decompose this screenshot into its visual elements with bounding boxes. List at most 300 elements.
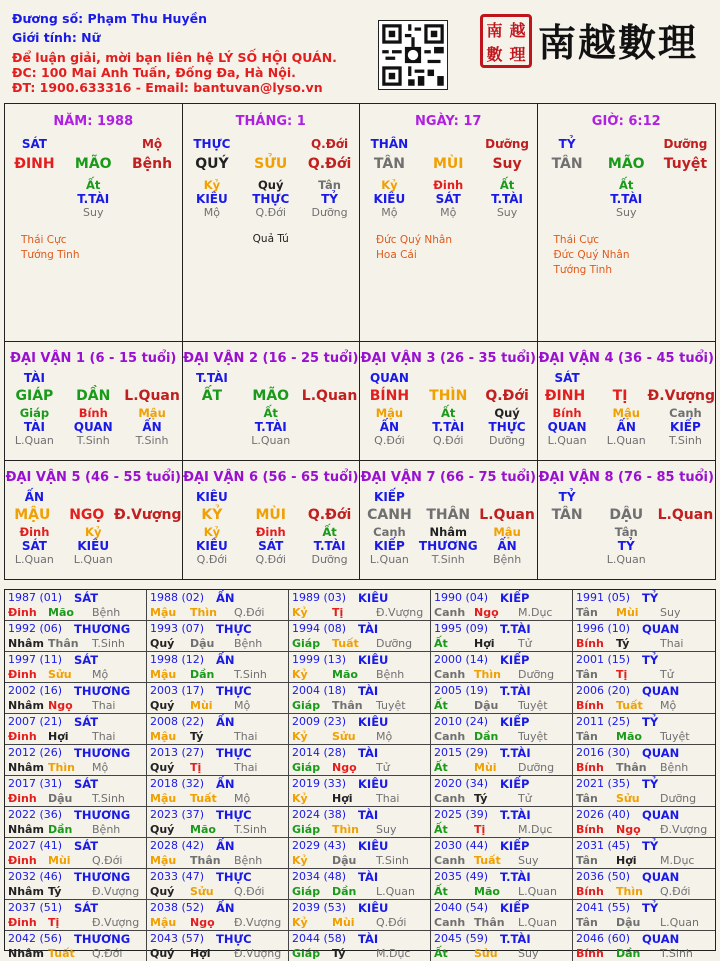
year-phase: Dưỡng <box>376 637 413 650</box>
year-stem: Đinh <box>8 668 37 681</box>
year-label: 2036 (50) <box>576 870 631 883</box>
year-cell[interactable] <box>289 621 431 652</box>
year-stem-branch <box>434 791 572 806</box>
phone-email-line[interactable]: ĐT: 1900.633316 - Email: bantuvan@lyso.vn <box>12 80 323 95</box>
year-cell[interactable] <box>289 900 431 931</box>
year-cell[interactable] <box>147 714 289 745</box>
year-branch: Dần <box>332 885 357 898</box>
dai-van-r2 <box>5 507 182 523</box>
year-star: THƯƠNG <box>74 869 131 884</box>
dai-van-r3-cell: Bính <box>552 406 582 420</box>
year-cell[interactable] <box>431 900 573 931</box>
year-star: KIẾP <box>500 652 530 667</box>
dai-van-r4 <box>183 420 360 434</box>
year-cell[interactable] <box>431 714 573 745</box>
year-cell[interactable] <box>431 590 573 621</box>
year-cell[interactable] <box>289 838 431 869</box>
year-cell[interactable] <box>431 838 573 869</box>
pillar-title: NĂM: 1988 <box>53 114 134 129</box>
pillar-column <box>183 104 361 341</box>
year-stem: Quý <box>150 947 175 960</box>
pillar-r2 <box>360 156 537 172</box>
pillar-r1-cell: Dưỡng <box>485 137 530 151</box>
dai-van-r2-cell: MẬU <box>14 506 51 523</box>
year-cell[interactable] <box>289 714 431 745</box>
year-cell[interactable] <box>431 931 573 961</box>
qr-code-icon[interactable] <box>378 20 448 90</box>
year-cell[interactable] <box>289 807 431 838</box>
year-cell[interactable] <box>573 714 715 745</box>
year-header <box>292 683 430 698</box>
year-header <box>8 807 146 822</box>
year-stem: Ất <box>434 947 448 960</box>
year-stem: Tân <box>576 668 598 681</box>
year-cell[interactable] <box>573 590 715 621</box>
dai-van-cell[interactable] <box>538 342 716 461</box>
dai-van-r3 <box>360 526 537 539</box>
year-phase: Q.Đới <box>234 606 265 619</box>
year-stem: Tân <box>576 916 598 929</box>
year-stem-branch <box>8 729 146 744</box>
dai-van-r4-cell: ẤN <box>616 420 636 434</box>
year-cell[interactable] <box>5 931 147 961</box>
dai-van-r5-cell: Dưỡng <box>489 434 526 447</box>
year-cell[interactable] <box>5 900 147 931</box>
year-label: 2037 (51) <box>8 901 63 914</box>
pillar-r1-cell: THỰC <box>193 137 231 151</box>
year-stem: Canh <box>434 668 466 681</box>
dai-van-r1-cell: ẤN <box>24 489 45 504</box>
pillar-r3 <box>360 178 537 192</box>
year-cell[interactable] <box>289 652 431 683</box>
dai-van-r2-cell: L.Quan <box>124 388 180 404</box>
year-branch: Tị <box>332 606 344 619</box>
pillar-r1 <box>360 137 537 151</box>
year-stem: Đinh <box>8 730 37 743</box>
dai-van-r4 <box>5 539 182 553</box>
seal-char-4: 理 <box>509 44 526 64</box>
address-line: ĐC: 100 Mai Anh Tuấn, Đống Đa, Hà Nội. <box>12 65 296 80</box>
year-cell[interactable] <box>431 807 573 838</box>
year-star: SÁT <box>74 590 99 605</box>
dai-van-title: ĐẠI VẬN 2 (16 - 25 tuổi) <box>183 351 359 366</box>
year-label: 2031 (45) <box>576 839 631 852</box>
year-label: 2024 (38) <box>292 808 347 821</box>
year-cell[interactable] <box>5 652 147 683</box>
year-cell[interactable] <box>5 776 147 807</box>
pillar-title: NGÀY: 17 <box>415 114 482 129</box>
year-stem-branch <box>150 698 288 713</box>
year-stem: Đinh <box>8 916 37 929</box>
pillar-note: Đức Quý Nhân <box>376 234 452 246</box>
year-header <box>434 931 572 946</box>
year-header <box>434 807 572 822</box>
year-cell[interactable] <box>147 931 289 961</box>
year-cell[interactable] <box>147 838 289 869</box>
dai-van-r1-cell <box>64 371 123 385</box>
year-stem-branch <box>576 667 715 682</box>
pillar-r4-cell: T.TÀI <box>491 192 524 206</box>
year-label: 2003 (17) <box>150 684 205 697</box>
year-cell[interactable] <box>573 683 715 714</box>
dai-van-r5-cell: L.Quan <box>606 434 646 447</box>
year-cell[interactable] <box>5 745 147 776</box>
dai-van-r3-cell: Canh <box>373 524 406 539</box>
pillar-r1-cell: THÂN <box>370 137 409 151</box>
year-star: SÁT <box>74 776 99 791</box>
year-stem-branch <box>576 605 715 620</box>
year-cell[interactable] <box>573 745 715 776</box>
pillar-r1 <box>183 137 360 151</box>
year-branch: Tý <box>190 730 204 743</box>
dai-van-r5-cell: T.Sinh <box>76 434 110 447</box>
year-label: 2017 (31) <box>8 777 63 790</box>
pillar-r4-cell <box>123 192 182 206</box>
dai-van-r3-cell <box>300 407 359 420</box>
dai-van-r3 <box>360 407 537 420</box>
year-star: TÀI <box>358 683 379 698</box>
dai-van-cell[interactable] <box>360 342 538 461</box>
year-cell[interactable] <box>5 590 147 621</box>
year-cell[interactable] <box>289 590 431 621</box>
year-cell[interactable] <box>5 869 147 900</box>
year-cell[interactable] <box>147 807 289 838</box>
year-stem: Mậu <box>150 668 177 681</box>
year-header <box>150 900 288 915</box>
year-stem: Giáp <box>292 699 321 712</box>
year-phase: Thai <box>92 699 116 712</box>
year-label: 2033 (47) <box>150 870 205 883</box>
pillar-r3 <box>183 178 360 192</box>
year-phase: Tuyệt <box>376 699 406 712</box>
year-stem-branch <box>434 822 572 837</box>
year-phase: Dưỡng <box>518 761 555 774</box>
dai-van-r2-cell: Đ.Vượng <box>647 388 715 404</box>
year-phase: Tử <box>518 637 532 650</box>
year-star: THƯƠNG <box>74 683 131 698</box>
year-branch: Dần <box>190 668 215 681</box>
year-cell[interactable] <box>573 776 715 807</box>
year-cell[interactable] <box>573 652 715 683</box>
year-stem: Bính <box>576 947 604 960</box>
pillar-r5-cell <box>538 206 597 219</box>
year-header <box>150 590 288 605</box>
dai-van-r2-cell: CANH <box>367 506 412 523</box>
year-stem: Giáp <box>292 885 321 898</box>
year-cell[interactable] <box>289 931 431 961</box>
year-stem: Ất <box>434 699 448 712</box>
year-phase: Suy <box>518 947 539 960</box>
year-stem-branch <box>292 946 430 961</box>
year-cell[interactable] <box>573 931 715 961</box>
dai-van-cell[interactable] <box>183 342 361 461</box>
year-cell[interactable] <box>147 621 289 652</box>
year-branch: Thân <box>474 916 505 929</box>
year-branch: Ngọ <box>474 606 499 619</box>
year-header <box>576 900 715 915</box>
dai-van-r2-cell: DẦN <box>76 388 111 404</box>
dai-van-r3 <box>5 526 182 539</box>
year-label: 2030 (44) <box>434 839 489 852</box>
year-stem: Bính <box>576 699 604 712</box>
dai-van-r5-cell: L.Quan <box>251 434 291 447</box>
pillar-r5-cell: Mộ <box>203 206 221 219</box>
year-branch: Tý <box>616 637 630 650</box>
dai-van-r2-cell: L.Quan <box>657 506 714 523</box>
pillar-r2-cell: Bệnh <box>132 156 173 172</box>
year-star: KIẾP <box>500 590 530 605</box>
dai-van-r2-cell: L.Quan <box>301 388 358 404</box>
pillar-r5 <box>183 206 360 219</box>
dai-van-r1-cell <box>478 371 537 385</box>
year-cell[interactable] <box>147 652 289 683</box>
year-header <box>8 931 146 946</box>
year-cell[interactable] <box>289 776 431 807</box>
pillar-r4 <box>5 192 182 206</box>
year-branch: Tý <box>332 947 346 960</box>
year-cell[interactable] <box>147 590 289 621</box>
dai-van-r5-cell: L.Quan <box>547 434 587 447</box>
year-stem-branch <box>150 729 288 744</box>
pillar-notes <box>554 233 716 278</box>
year-stem-branch <box>292 853 430 868</box>
year-stem-branch <box>150 884 288 899</box>
dai-van-r3-cell: Đinh <box>255 524 286 539</box>
year-cell[interactable] <box>573 900 715 931</box>
year-cell[interactable] <box>5 683 147 714</box>
year-header <box>292 714 430 729</box>
year-phase: Bệnh <box>234 637 263 650</box>
year-star: THƯƠNG <box>74 621 131 636</box>
year-branch: Tuất <box>616 699 643 712</box>
dai-van-r1-cell: KIẾP <box>374 489 405 504</box>
year-branch: Dậu <box>474 699 499 712</box>
dai-van-r2 <box>360 388 537 404</box>
year-label: 2020 (34) <box>434 777 489 790</box>
dai-van-cell[interactable] <box>5 461 183 580</box>
year-header <box>292 776 430 791</box>
year-stem-branch <box>150 667 288 682</box>
dai-van-r2 <box>183 388 360 404</box>
year-cell[interactable] <box>573 621 715 652</box>
year-stem: Quý <box>150 885 175 898</box>
year-header <box>150 714 288 729</box>
dai-van-r2-cell: ẤT <box>201 388 223 404</box>
year-stem: Mậu <box>150 606 177 619</box>
four-pillars-panel <box>4 103 716 342</box>
dai-van-r1 <box>360 490 537 504</box>
year-cell[interactable] <box>5 807 147 838</box>
year-label: 2029 (43) <box>292 839 347 852</box>
pillar-r2-cell: TÂN <box>373 156 405 172</box>
year-stem-branch <box>8 605 146 620</box>
year-cell[interactable] <box>147 776 289 807</box>
pillar-r4-cell: TỶ <box>321 192 338 206</box>
pillar-r4-cell: T.TÀI <box>610 192 643 206</box>
year-header <box>576 807 715 822</box>
year-label: 2032 (46) <box>8 870 63 883</box>
year-cell[interactable] <box>431 621 573 652</box>
year-star: ẤN <box>216 838 235 853</box>
year-branch: Thìn <box>616 885 643 898</box>
year-cell[interactable] <box>147 900 289 931</box>
pillar-notes <box>21 233 182 263</box>
year-label: 2027 (41) <box>8 839 63 852</box>
year-cell[interactable] <box>431 745 573 776</box>
pillar-r4 <box>538 192 716 206</box>
year-stem-branch <box>292 884 430 899</box>
year-cell[interactable] <box>5 838 147 869</box>
dai-van-r5 <box>360 553 537 567</box>
year-label: 2001 (15) <box>576 653 631 666</box>
year-cell[interactable] <box>431 652 573 683</box>
year-cell[interactable] <box>573 869 715 900</box>
pillar-r1-cell: Mộ <box>141 137 163 151</box>
year-stem-branch <box>292 791 430 806</box>
year-star: SÁT <box>74 900 99 915</box>
pillar-r1-cell: Dưỡng <box>663 137 708 151</box>
year-cell[interactable] <box>573 807 715 838</box>
year-phase: Mộ <box>92 761 109 774</box>
year-cell[interactable] <box>431 683 573 714</box>
year-phase: Mộ <box>376 730 393 743</box>
year-branch: Sửu <box>474 947 498 960</box>
dai-van-cell[interactable] <box>360 461 538 580</box>
pillar-r4 <box>360 192 537 206</box>
year-phase: Bệnh <box>376 668 405 681</box>
dai-van-r1-cell <box>478 490 537 504</box>
year-cell[interactable] <box>431 776 573 807</box>
year-star: THỰC <box>216 931 252 946</box>
pillar-title: THÁNG: 1 <box>235 114 306 129</box>
year-cell[interactable] <box>5 714 147 745</box>
year-header <box>150 807 288 822</box>
year-cell[interactable] <box>289 745 431 776</box>
year-cell[interactable] <box>289 683 431 714</box>
year-stem-branch <box>8 636 146 651</box>
year-label: 2008 (22) <box>150 715 205 728</box>
year-star: ẤN <box>216 652 235 667</box>
pillar-r4-cell: KIÊU <box>373 192 406 206</box>
year-star: TỶ <box>642 776 659 791</box>
seal-char-3: 數 <box>486 44 503 64</box>
year-cell[interactable] <box>147 869 289 900</box>
dai-van-r3-cell: Bính <box>78 406 108 420</box>
dai-van-r1-cell <box>300 371 359 385</box>
year-star: TÀI <box>358 869 379 884</box>
pillar-r2-cell: QUÝ <box>195 156 229 172</box>
year-stem-branch <box>576 636 715 651</box>
annual-luck-table <box>4 589 716 960</box>
dai-van-r2 <box>183 507 360 523</box>
year-header <box>576 621 715 636</box>
dai-van-r5-cell: Bệnh <box>492 552 522 566</box>
dai-van-cell[interactable] <box>183 461 361 580</box>
year-star: KIÊU <box>358 714 389 729</box>
dai-van-r5 <box>183 553 360 567</box>
year-stem: Nhâm <box>8 823 44 836</box>
dai-van-r5-cell: L.Quan <box>606 552 646 566</box>
year-stem: Quý <box>150 761 175 774</box>
dai-van-r4 <box>360 420 537 434</box>
dai-van-title: ĐẠI VẬN 8 (76 - 85 tuổi) <box>538 469 714 485</box>
year-label: 2046 (60) <box>576 932 631 945</box>
dai-van-r1-cell: KIÊU <box>196 489 228 504</box>
year-stem-branch <box>434 946 572 961</box>
year-phase: Q.Đới <box>234 885 265 898</box>
year-phase: Tử <box>376 761 390 774</box>
year-header <box>434 745 572 760</box>
year-label: 1995 (09) <box>434 622 489 635</box>
dai-van-cell[interactable] <box>5 342 183 461</box>
pillar-r5-cell: Suy <box>616 206 637 219</box>
year-star: ẤN <box>216 714 235 729</box>
pillar-r2-cell: TÂN <box>551 156 583 172</box>
dai-van-cell[interactable] <box>538 461 716 580</box>
year-label: 2007 (21) <box>8 715 63 728</box>
dai-van-r1 <box>538 490 716 504</box>
year-phase: L.Quan <box>376 885 415 898</box>
year-label: 2006 (20) <box>576 684 631 697</box>
year-label: 2044 (58) <box>292 932 347 945</box>
year-branch: Dậu <box>48 792 73 805</box>
dai-van-r1-cell <box>241 371 300 385</box>
year-stem-branch <box>292 822 430 837</box>
dai-van-r2-cell: ĐINH <box>544 388 586 404</box>
year-stem: Mậu <box>150 916 177 929</box>
year-cell[interactable] <box>431 869 573 900</box>
year-stem-branch <box>576 946 715 961</box>
year-branch: Thân <box>616 761 647 774</box>
year-stem-branch <box>150 915 288 930</box>
year-header <box>150 776 288 791</box>
year-stem-branch <box>434 667 572 682</box>
year-cell[interactable] <box>289 869 431 900</box>
dai-van-r4-cell <box>183 420 242 434</box>
year-branch: Dần <box>48 823 73 836</box>
year-phase: Thai <box>234 761 258 774</box>
year-star: QUAN <box>642 807 680 822</box>
year-label: 2002 (16) <box>8 684 63 697</box>
year-branch: Sửu <box>332 730 356 743</box>
dai-van-r1-cell <box>656 371 715 385</box>
dai-van-r3-cell: Mậu <box>375 406 404 420</box>
year-branch: Thân <box>48 637 79 650</box>
year-stem: Nhâm <box>8 637 44 650</box>
year-cell[interactable] <box>5 621 147 652</box>
year-stem-branch <box>150 636 288 651</box>
year-cell[interactable] <box>573 838 715 869</box>
dai-van-r5-cell <box>123 553 182 567</box>
year-cell[interactable] <box>147 745 289 776</box>
year-cell[interactable] <box>147 683 289 714</box>
dai-van-r2 <box>5 388 182 404</box>
dai-van-r1-cell: TỶ <box>558 489 576 504</box>
dai-van-r4-cell: QUAN <box>73 420 113 434</box>
year-branch: Tị <box>190 761 202 774</box>
pillar-r1 <box>5 137 182 151</box>
dai-van-r2-cell: NGỌ <box>69 506 105 523</box>
year-stem-branch <box>434 729 572 744</box>
year-header <box>434 714 572 729</box>
pillar-column <box>538 104 716 341</box>
year-header <box>8 838 146 853</box>
dai-van-r3 <box>183 407 360 420</box>
dai-van-title: ĐẠI VẬN 3 (26 - 35 tuổi) <box>360 351 536 366</box>
year-star: KIÊU <box>358 838 389 853</box>
year-phase: Tuyệt <box>660 730 690 743</box>
year-phase: M.Dục <box>518 606 553 619</box>
